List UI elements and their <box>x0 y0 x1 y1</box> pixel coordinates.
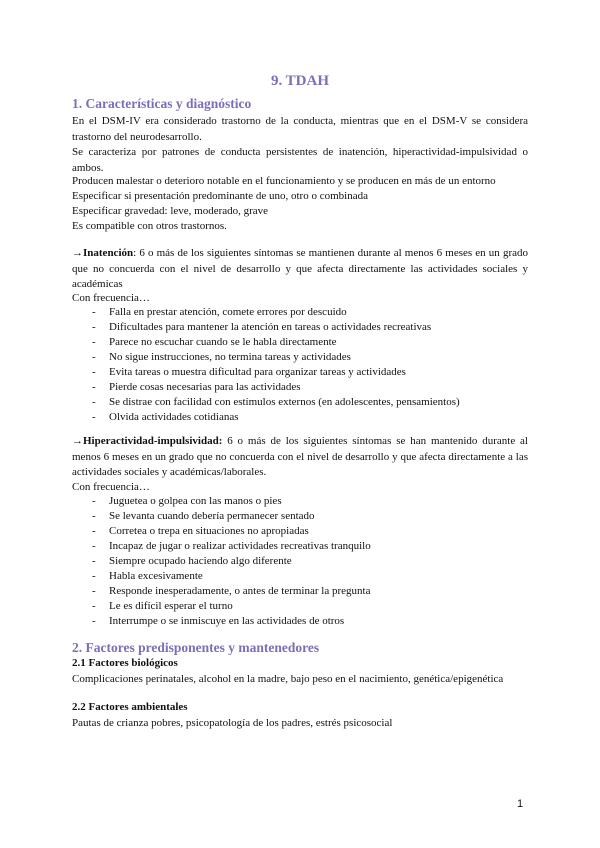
arrow-icon: → <box>72 247 83 259</box>
inattention-label: Inatención <box>83 247 134 259</box>
list-item: Evita tareas o muestra dificultad para organizar tareas y actividades <box>109 366 406 378</box>
list-dash: - <box>92 615 96 627</box>
list-item: Juguetea o golpea con las manos o pies <box>109 495 282 507</box>
list-dash: - <box>92 336 96 348</box>
list-item: Interrumpe o se inmiscuye en las actividades de otros <box>109 615 345 627</box>
list-item: Olvida actividades cotidianas <box>109 411 239 423</box>
list-item: Incapaz de jugar o realizar actividades recreativas tranquilo <box>109 540 371 552</box>
page-number: 1 <box>517 798 524 810</box>
list-dash: - <box>92 585 96 597</box>
hyperactivity-text: 6 o más de los siguientes síntomas se han mantenido durante al menos 6 meses en un grado que no concuerda con el nivel de desarrollo y que afecta directamente a las actividades sociales y académicas/laborales. <box>72 435 528 478</box>
hyperactivity-label: Hiperactividad-impulsividad: <box>83 435 223 447</box>
list-dash: - <box>92 540 96 552</box>
list-item: Corretea o trepa en situaciones no apropiadas <box>109 525 309 537</box>
list-item: Falla en prestar atención, comete errores por descuido <box>109 306 347 318</box>
hyperactivity-paragraph <box>72 434 528 481</box>
subheading-environmental: 2.2 Factores ambientales <box>72 701 188 713</box>
line-presentacion: Especificar si presentación predominante de uno, otro o combinada <box>72 190 368 202</box>
paragraph-dsm: En el DSM-IV era considerado trastorno de la conducta, mientras que en el DSM-V se considera trastorno del neurodesarrollo. <box>72 115 528 143</box>
paragraph-patterns: Se caracteriza por patrones de conducta persistentes de inatención, hiperactividad-impulsividad o ambos. <box>72 146 528 174</box>
list-dash: - <box>92 555 96 567</box>
list-item: Responde inesperadamente, o antes de terminar la pregunta <box>109 585 371 597</box>
inattention-frequency: Con frecuencia… <box>72 292 150 304</box>
section-heading-characteristics: 1. Características y diagnóstico <box>72 96 252 111</box>
section-heading-factors: 2. Factores predisponentes y mantenedores <box>72 640 320 655</box>
list-item: Se distrae con facilidad con estímulos externos (en adolescentes, pensamientos) <box>109 396 460 408</box>
list-dash: - <box>92 306 96 318</box>
list-dash: - <box>92 411 96 423</box>
list-dash: - <box>92 366 96 378</box>
list-item: Habla excesivamente <box>109 570 203 582</box>
list-dash: - <box>92 495 96 507</box>
page-title: 9. TDAH <box>270 73 330 89</box>
environmental-text: Pautas de crianza pobres, psicopatología de los padres, estrés psicosocial <box>72 717 393 729</box>
list-item: Dificultades para mantener la atención en tareas o actividades recreativas <box>109 321 432 333</box>
list-dash: - <box>92 321 96 333</box>
line-malestar: Producen malestar o deterioro notable en el funcionamiento y se producen en más de un entorno <box>72 175 496 187</box>
list-item: No sigue instrucciones, no termina tareas y actividades <box>109 351 351 363</box>
list-item: Se levanta cuando debería permanecer sentado <box>109 510 315 522</box>
inattention-paragraph <box>72 246 528 293</box>
list-dash: - <box>92 600 96 612</box>
list-item: Le es difícil esperar el turno <box>109 600 233 612</box>
inattention-text: : 6 o más de los siguientes síntomas se mantienen durante al menos 6 meses en un grado que no concuerda con el nivel de desarrollo y que afecta directamente las actividades sociales y académicas <box>72 247 528 290</box>
subheading-biological: 2.1 Factores biológicos <box>72 657 178 669</box>
list-dash: - <box>92 510 96 522</box>
biological-text: Complicaciones perinatales, alcohol en la madre, bajo peso en el nacimiento, genética/epigenética <box>72 673 504 685</box>
list-dash: - <box>92 381 96 393</box>
list-dash: - <box>92 396 96 408</box>
list-dash: - <box>92 351 96 363</box>
arrow-icon: → <box>72 435 83 447</box>
list-dash: - <box>92 570 96 582</box>
list-item: Siempre ocupado haciendo algo diferente <box>109 555 292 567</box>
line-gravedad: Especificar gravedad: leve, moderado, grave <box>72 205 269 217</box>
list-item: Pierde cosas necesarias para las actividades <box>109 381 301 393</box>
list-item: Parece no escuchar cuando se le habla directamente <box>109 336 337 348</box>
list-dash: - <box>92 525 96 537</box>
line-compatible: Es compatible con otros trastornos. <box>72 220 227 232</box>
hyperactivity-frequency: Con frecuencia… <box>72 481 150 493</box>
